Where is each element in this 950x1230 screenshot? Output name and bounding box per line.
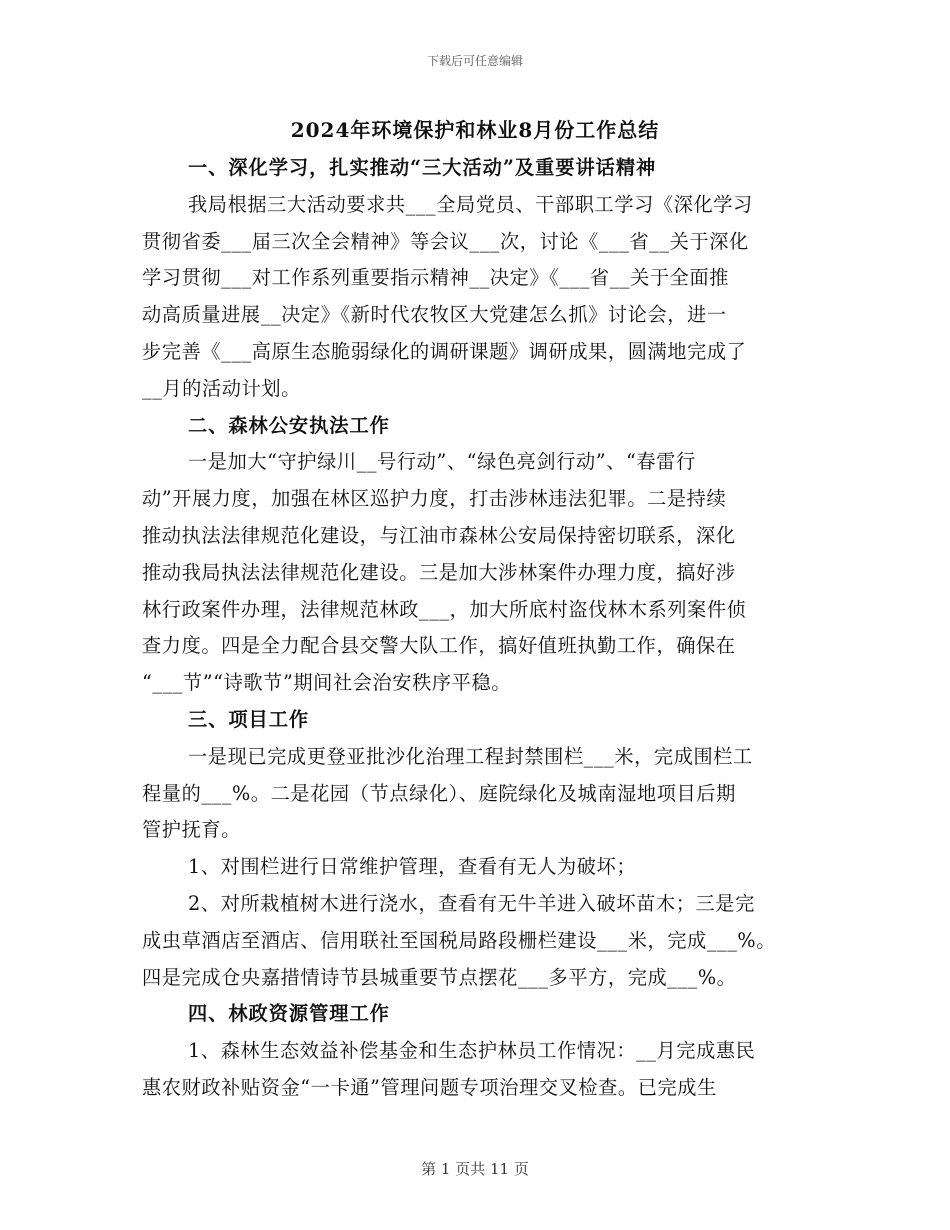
text-line: 动高质量进展__决定》《新时代农牧区大党建怎么抓》讨论会，进一: [142, 303, 727, 327]
text-line: 动”开展力度，加强在林区巡护力度，打击涉林违法犯罪。二是持续: [142, 487, 727, 511]
text-line: 贯彻省委___届三次全会精神》等会议___次，讨论《___省__关于深化: [142, 229, 749, 253]
text-line: 管护抚育。: [142, 818, 241, 842]
text-line: 惠农财政补贴资金“一卡通”管理问题专项治理交叉检查。已完成生: [142, 1075, 717, 1099]
section-heading: 二、森林公安执法工作: [188, 413, 390, 437]
text-line: __月的活动计划。: [142, 376, 301, 400]
document-body: [142, 150, 812, 1107]
document-title: 2024年环境保护和林业8月份工作总结: [290, 118, 660, 142]
text-line: 1、对围栏进行日常维护管理，查看有无人为破坏；: [188, 855, 637, 879]
text-line: 推动我局执法法律规范化建设。三是加大涉林案件办理力度，搞好涉: [142, 560, 736, 584]
text-line: 学习贯彻___对工作系列重要指示精神__决定》《___省__关于全面推: [142, 266, 730, 290]
text-line: 2、对所栽植树木进行浇水，查看有无牛羊进入破坏苗木；三是完: [188, 891, 755, 915]
text-line: 我局根据三大活动要求共___全局党员、干部职工学习《深化学习: [188, 192, 753, 216]
text-line: 四是完成仓央嘉措情诗节县城重要节点摆花___多平方，完成___%。: [142, 965, 737, 989]
text-line: 程量的___%。二是花园（节点绿化）、庭院绿化及城南湿地项目后期: [142, 781, 736, 805]
section-heading: 一、深化学习，扎实推动“三大活动”及重要讲话精神: [188, 156, 657, 179]
text-line: 一是现已完成更登亚批沙化治理工程封禁围栏___米，完成围栏工: [188, 744, 753, 768]
text-line: 步完善《___高原生态脆弱绿化的调研课题》调研成果，圆满地完成了: [142, 339, 747, 363]
text-line: 1、森林生态效益补偿基金和生态护林员工作情况：__月完成惠民: [188, 1039, 756, 1063]
section-heading: 四、林政资源管理工作: [188, 1002, 390, 1026]
text-line: 林行政案件办理，法律规范林政___，加大所底村盗伐林木系列案件侦: [142, 597, 747, 621]
text-line: 成虫草酒店至酒店、信用联社至国税局路段栅栏建设___米，完成___%。: [142, 928, 777, 952]
text-line: 推动执法法律规范化建设，与江油市森林公安局保持密切联系，深化: [142, 523, 736, 547]
section-heading: 三、项目工作: [188, 707, 310, 731]
text-line: 一是加大“守护绿川__号行动”、“绿色亮剑行动”、“春雷行: [188, 450, 696, 474]
page-footer: 第 1 页共 11 页: [421, 1160, 529, 1178]
page-header: 下载后可任意编辑: [426, 54, 523, 68]
text-line: “___节”“诗歌节”期间社会治安秩序平稳。: [142, 671, 512, 695]
text-line: 查力度。四是全力配合县交警大队工作，搞好值班执勤工作，确保在: [142, 634, 736, 658]
